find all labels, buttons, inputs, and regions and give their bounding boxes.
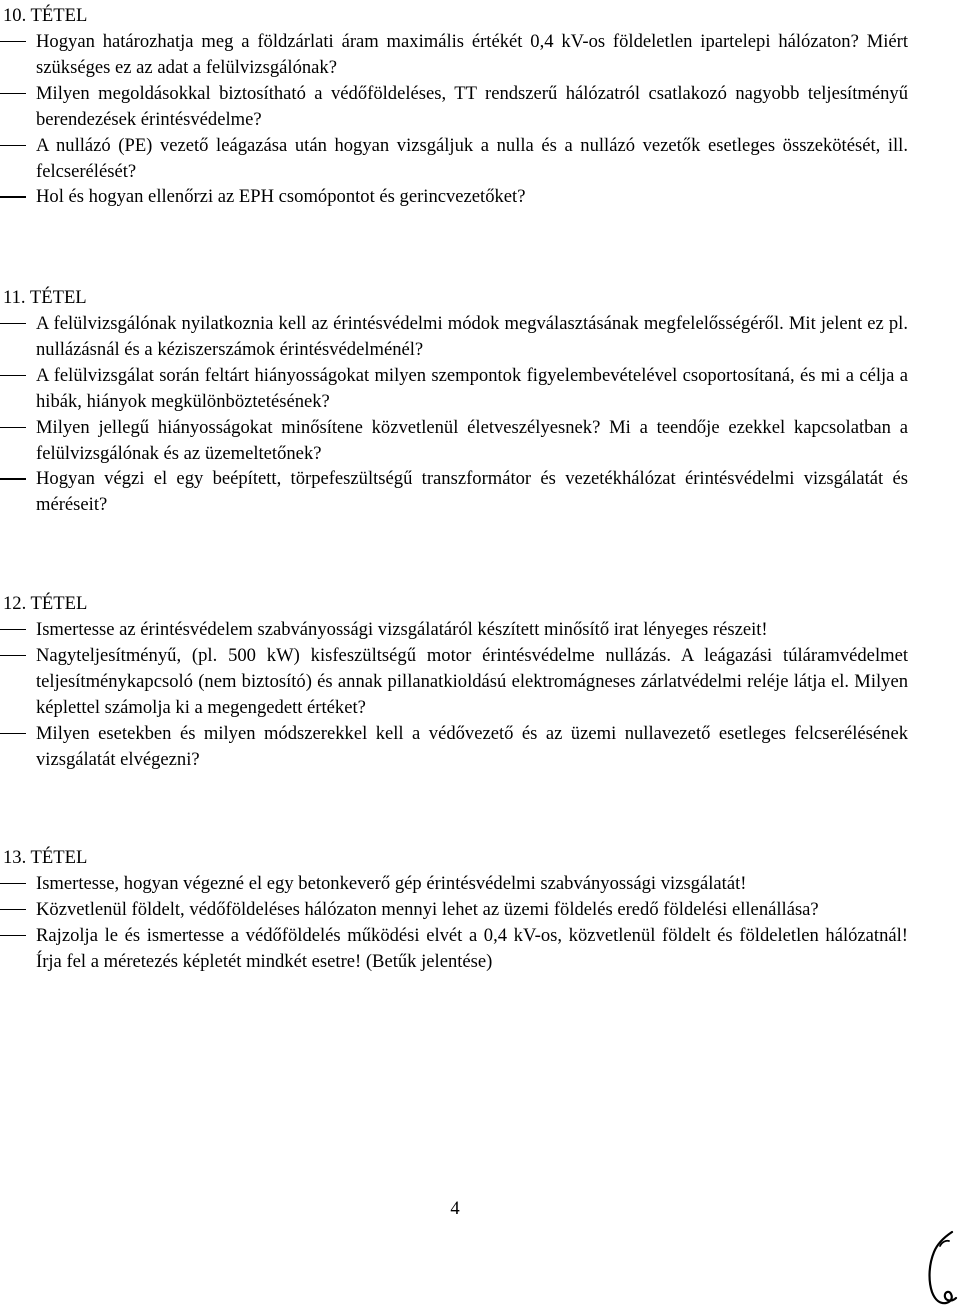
bullet-dash <box>0 909 26 910</box>
bullet-dash <box>0 427 26 428</box>
bullet-dash <box>0 883 26 884</box>
topic-heading: 11. TÉTEL <box>3 287 87 308</box>
bullet-dash <box>0 93 26 94</box>
question-item <box>0 415 908 467</box>
handwritten-mark-icon <box>918 1228 960 1307</box>
question-text: Rajzolja le és ismertesse a védőföldelés működési elvét a 0,4 kV-os, közvetlenül földelt és földeletlen hálózatnál! Írja fel a méretezés képletét mindkét esetre! (Betűk jelentése) <box>36 924 908 972</box>
bullet-dash <box>0 478 26 479</box>
bullet-dash <box>0 41 26 42</box>
question-item <box>0 617 908 643</box>
bullet-dash <box>0 196 26 197</box>
exam-topic-13 <box>0 845 960 975</box>
question-text: A felülvizsgálónak nyilatkoznia kell az érintésvédelmi módok megválasztásának megfelelősségéről. Mit jelent ez pl. nullázásnál és a kéziszerszámok érintésvédelménél? <box>36 313 908 360</box>
question-text: A felülvizsgálat során feltárt hiányosságokat milyen szempontok figyelembevételével csoportosítaná, és mi a célja a hibák, hiányok megkülönböztetésének? <box>36 364 908 412</box>
bullet-dash <box>0 375 26 376</box>
question-text: Ismertesse az érintésvédelem szabványossági vizsgálatáról készített minősítő irat lényeges részeit! <box>36 619 768 640</box>
question-item <box>0 871 908 897</box>
question-text: Közvetlenül földelt, védőföldeléses hálózaton mennyi lehet az üzemi földelés eredő földelési ellenállása? <box>36 898 819 920</box>
exam-topic-11 <box>0 285 960 518</box>
question-item <box>0 81 908 133</box>
question-item <box>0 643 908 721</box>
question-item <box>0 466 908 518</box>
question-item <box>0 721 908 773</box>
page-number: 4 <box>450 1198 460 1219</box>
question-item <box>0 133 908 185</box>
question-text: Milyen megoldásokkal biztosítható a védőföldeléses, TT rendszerű hálózatról csatlakozó nagyobb teljesítményű berendezések érintésvédelme? <box>36 82 908 130</box>
question-text: A nullázó (PE) vezető leágazása után hogyan vizsgáljuk a nulla és a nullázó vezetők esetleges összekötését, ill. felcserélését? <box>36 134 908 182</box>
question-text: Milyen esetekben és milyen módszerekkel kell a védővezető és az üzemi nullavezető esetleges felcserélésének vizsgálatát elvégezni? <box>36 722 908 770</box>
bullet-dash <box>0 733 26 734</box>
question-text: Ismertesse, hogyan végezné el egy betonkeverő gép érintésvédelmi szabványossági vizsgálatát! <box>36 873 747 894</box>
question-item <box>0 897 908 923</box>
bullet-dash <box>0 629 26 630</box>
question-item <box>0 363 908 415</box>
question-item <box>0 923 908 975</box>
question-item <box>0 184 908 210</box>
question-text: Hogyan végzi el egy beépített, törpefeszültségű transzformátor és vezetékhálózat érintésvédelmi vizsgálatát és méréseit? <box>36 468 908 516</box>
question-item <box>0 29 908 81</box>
bullet-dash <box>0 323 26 324</box>
topic-heading: 12. TÉTEL <box>3 593 88 614</box>
question-item <box>0 311 908 363</box>
exam-topic-10 <box>0 3 960 210</box>
topic-heading: 10. TÉTEL <box>3 5 88 26</box>
bullet-dash <box>0 145 26 146</box>
question-text: Milyen jellegű hiányosságokat minősítene közvetlenül életveszélyesnek? Mi a teendője ezekkel kapcsolatban a felülvizsgálónak és az üzemeltetőnek? <box>36 416 908 464</box>
topic-heading: 13. TÉTEL <box>3 847 88 868</box>
bullet-dash <box>0 935 26 936</box>
question-text: Nagyteljesítményű, (pl. 500 kW) kisfeszültségű motor érintésvédelme nullázás. A leágazási túláramvédelmet teljesítménykapcsoló (nem biztosító) és annak pillanatkioldású elektromágneses zárlatvédelmi reléje látja el. Milyen képlettel számolja ki a megengedett értéket? <box>36 644 908 718</box>
exam-topic-12 <box>0 591 960 772</box>
bullet-dash <box>0 655 26 656</box>
question-text: Hol és hogyan ellenőrzi az EPH csomópontot és gerincvezetőket? <box>36 186 526 208</box>
question-text: Hogyan határozhatja meg a földzárlati áram maximális értékét 0,4 kV-os földeletlen ipartelepi hálózaton? Miért szükséges ez az adat a felülvizsgálónak? <box>36 31 908 78</box>
